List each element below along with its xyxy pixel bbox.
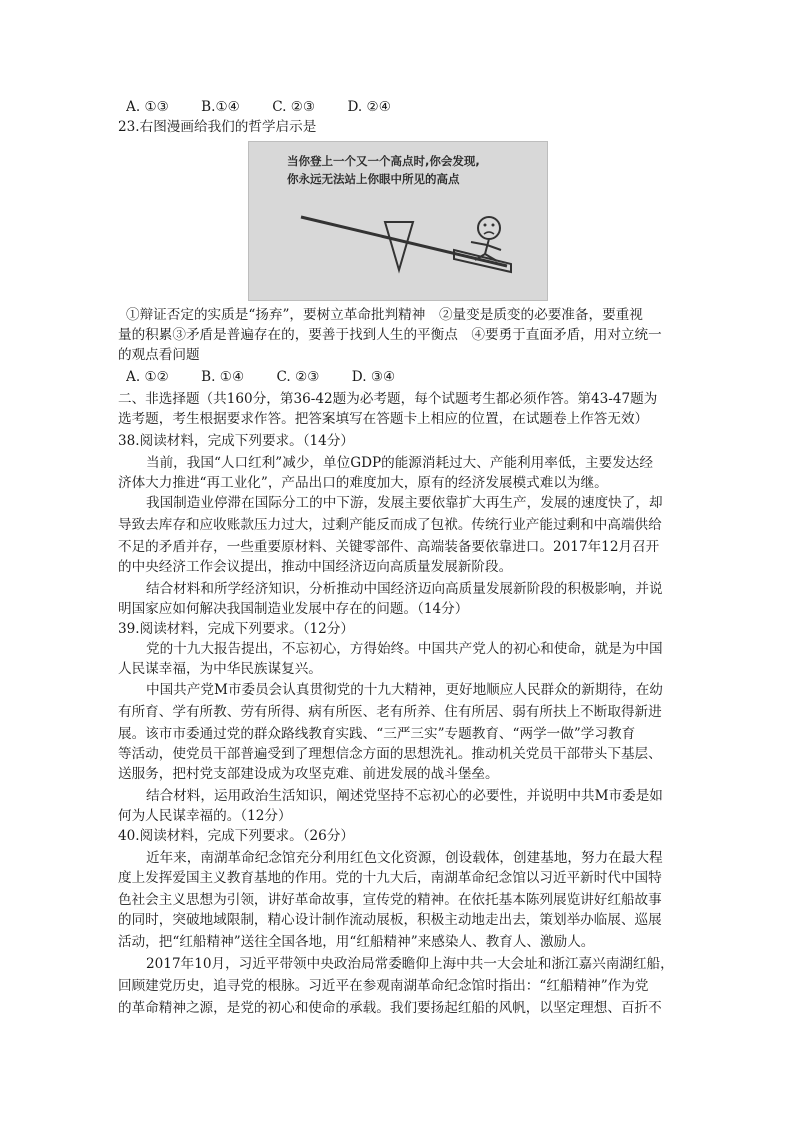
q23-option-b: B. ①④ [201, 369, 245, 385]
q23-statement-3: 的观点看问题 [118, 347, 200, 363]
q38-p2-line-2: 导致去库存和应收账款压力过大，过剩产能反而成了包袱。传统行业产能过剩和中高端供给 [118, 517, 662, 533]
q23-options [126, 368, 526, 387]
q38-question-line-2: 明国家应如何解决我国制造业发展中存在的问题。（14分） [118, 601, 469, 617]
q39-p2-line-4: 等活动，使党员干部普遍受到了理想信念方面的思想洗礼。推动机关党员干部带头下基层、 [118, 746, 662, 762]
cartoon-caption-line-1: 当你登上一个又一个高点时,你会发现, [287, 154, 480, 168]
section2-intro-2: 选考题，考生根据要求作答。把答案填写在答题卡上相应的位置，在试题卷上作答无效） [118, 411, 649, 427]
q23-statement-1: ①辩证否定的实质是“扬弃”，要树立革命批判精神 ②量变是质变的必要准备，要重视 [126, 307, 643, 323]
q38-p1-line-2: 济体大力推进“再工业化”，产品出口的难度加大，原有的经济发展模式难以为继。 [118, 475, 608, 491]
q40-p2-line-3: 的革命精神之源，是党的初心和使命的承载。我们要扬起红船的风帆，以坚定理想、百折不 [118, 1000, 662, 1016]
q22-option-a: A. ①③ [126, 99, 169, 115]
q38-p2-line-3: 不足的矛盾并存，一些重要原材料、关键零部件、高端装备要依靠进口。2017年12月召开 [118, 539, 660, 555]
q40-p1-line-1: 近年来，南湖革命纪念馆充分利用红色文化资源，创设载体，创建基地，努力在最大程 [146, 850, 663, 866]
q38-p2-line-1: 我国制造业停滞在国际分工的中下游，发展主要依靠扩大再生产，发展的速度快了，却 [146, 495, 663, 511]
q38-p1-line-1: 当前，我国“人口红利”减少，单位GDP的能源消耗过大、产能利用率低，主要发达经 [146, 455, 653, 471]
q40-stem: 40.阅读材料，完成下列要求。（26分） [118, 828, 355, 844]
stick-figure-head-icon [478, 217, 500, 239]
q22-option-c: C. ②③ [272, 99, 316, 115]
q40-p2-line-2: 回顾建党历史，追寻党的根脉。习近平在参观南湖革命纪念馆时指出：“红船精神”作为党 [118, 978, 649, 994]
q22-options [126, 98, 526, 117]
cartoon-caption-line-2: 你永远无法站上你眼中所见的高点 [287, 172, 460, 186]
section2-intro-1: 二、非选择题（共160分，第36-42题为必考题，每个试题考生都必须作答。第43-47题为 [118, 391, 658, 407]
q23-stem: 23.右图漫画给我们的哲学启示是 [118, 119, 317, 135]
q38-p2-line-4: 的中央经济工作会议提出，推动中国经济迈向高质量发展新阶段。 [118, 559, 513, 575]
fulcrum-icon [385, 222, 413, 270]
q39-p2-line-3: 展。该市市委通过党的群众路线教育实践、“三严三实”专题教育、“两学一做”学习教育 [118, 726, 636, 742]
q38-stem: 38.阅读材料，完成下列要求。（14分） [118, 433, 355, 449]
q39-p2-line-2: 有所育、学有所教、劳有所得、病有所医、老有所养、住有所居、弱有所扶上不断取得新进 [118, 704, 662, 720]
q39-p2-line-5: 送服务，把村党支部建设成为攻坚克难、前进发展的战斗堡垒。 [118, 766, 499, 782]
q39-p1-line-1: 党的十九大报告提出，不忘初心，方得始终。中国共产党人的初心和使命，就是为中国 [146, 641, 663, 657]
q39-p1-line-2: 人民谋幸福，为中华民族谋复兴。 [118, 661, 322, 677]
q23-option-a: A. ①② [126, 369, 169, 385]
q40-p1-line-5: 活动，把“红船精神”送往全国各地，用“红船精神”来感染人、教育人、激励人。 [118, 934, 595, 950]
q23-statement-2: 量的积累③矛盾是普遍存在的，要善于找到人生的平衡点 ④要勇于直面矛盾，用对立统一 [118, 327, 662, 343]
q39-question-line-1: 结合材料，运用政治生活知识，阐述党坚持不忘初心的必要性，并说明中共M市委是如 [146, 788, 663, 804]
q40-p1-line-4: 的同时，突破地域限制，精心设计制作流动展板，积极主动地走出去，策划举办临展、巡展 [118, 912, 662, 928]
q38-question-line-1: 结合材料和所学经济知识，分析推动中国经济迈向高质量发展新阶段的积极影响，并说 [146, 581, 663, 597]
seesaw-drawing [249, 142, 547, 300]
q39-question-line-2: 何为人民谋幸福的。（12分） [118, 808, 292, 824]
q40-p1-line-2: 度上发挥爱国主义教育基地的作用。党的十九大后，南湖革命纪念馆以习近平新时代中国特 [118, 870, 662, 886]
q23-option-d: D. ③④ [351, 369, 396, 385]
q22-option-d: D. ②④ [347, 99, 391, 115]
q22-option-b: B.①④ [201, 99, 240, 115]
q40-p1-line-3: 色社会主义思想为引领，讲好革命故事，宣传党的精神。在依托基本陈列展览讲好红船故事 [118, 892, 662, 908]
q39-stem: 39.阅读材料，完成下列要求。（12分） [118, 621, 355, 637]
q23-option-c: C. ②③ [276, 369, 320, 385]
q39-p2-line-1: 中国共产党M市委员会认真贯彻党的十九大精神，更好地顺应人民群众的新期待，在幼 [146, 682, 663, 698]
q40-p2-line-1: 2017年10月，习近平带领中央政治局常委瞻仰上海中共一大会址和浙江嘉兴南湖红船， [146, 956, 674, 972]
q23-cartoon [248, 141, 548, 301]
